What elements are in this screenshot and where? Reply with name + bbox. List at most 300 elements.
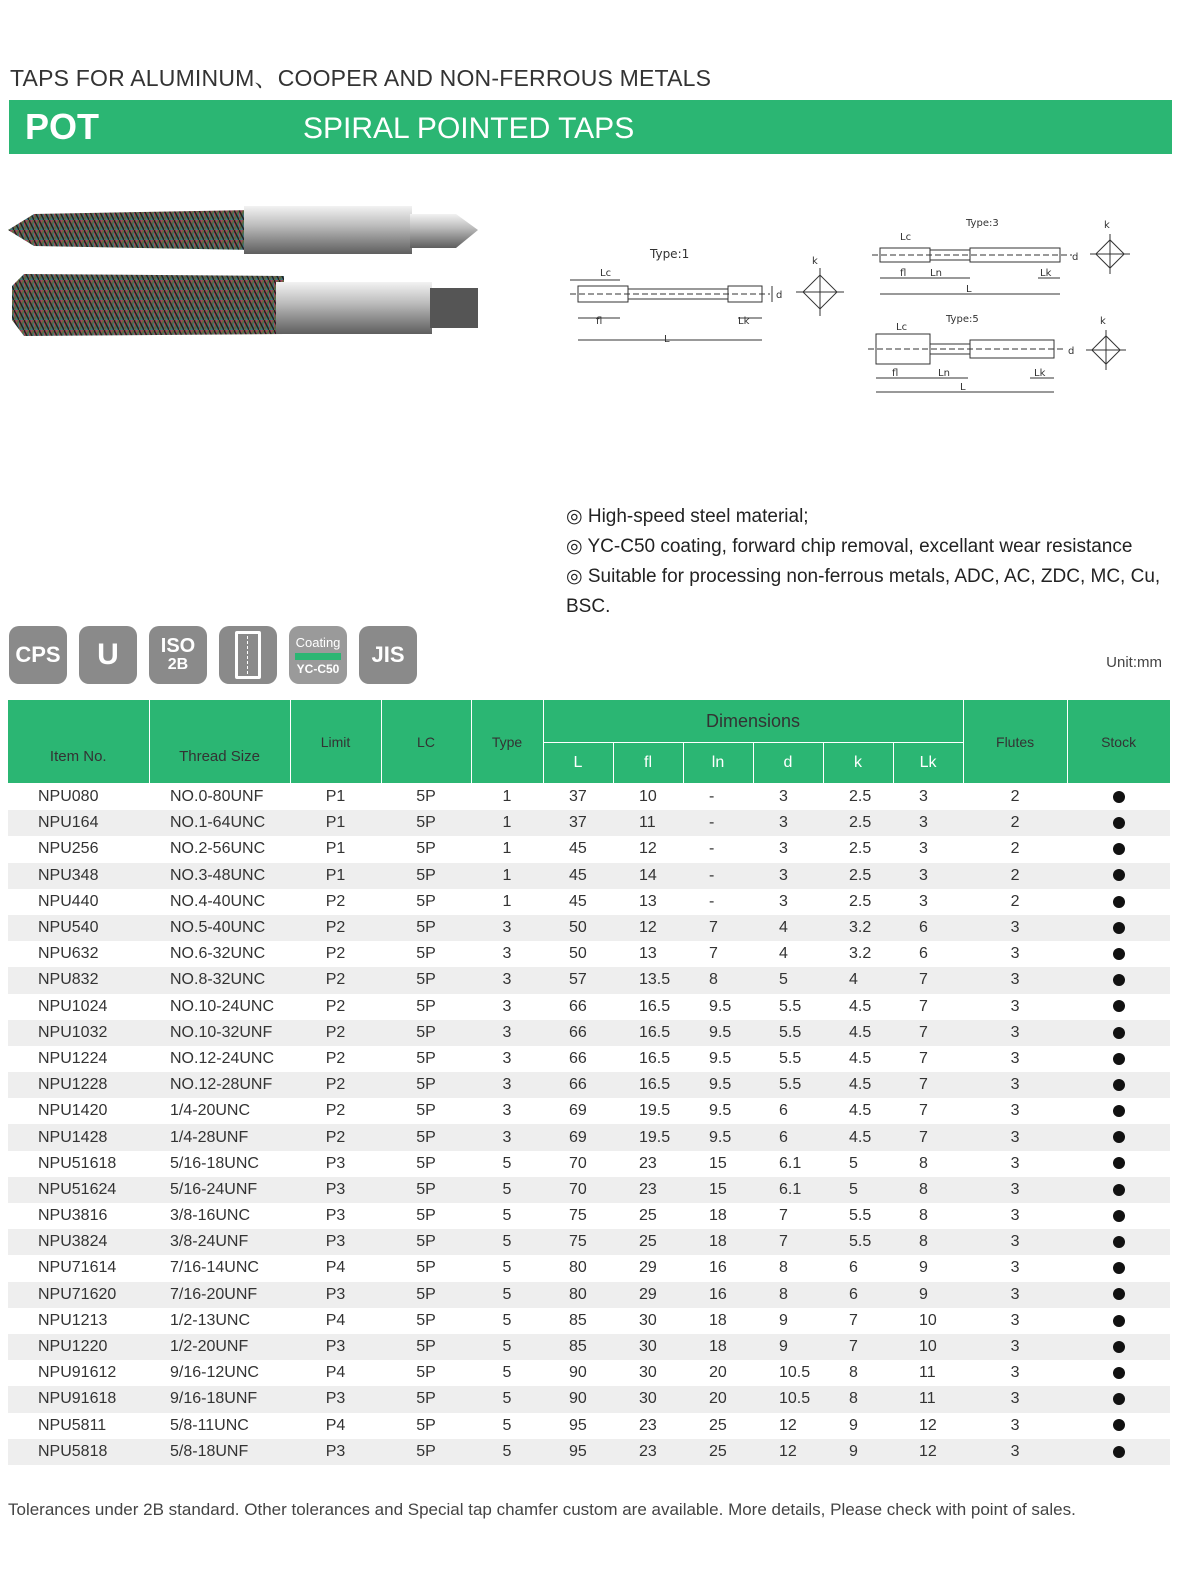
table-cell: 30 bbox=[613, 1386, 683, 1412]
table-cell: NPU632 bbox=[38, 945, 99, 963]
table-cell: 8 bbox=[823, 1386, 893, 1412]
in-stock-dot-icon bbox=[1113, 1184, 1125, 1196]
table-cell: 5 bbox=[502, 1154, 512, 1172]
table-cell: 57 bbox=[543, 967, 613, 993]
table-cell: NPU1220 bbox=[8, 1334, 149, 1360]
header-item-no: Item No. bbox=[8, 700, 149, 784]
table-cell: 3 bbox=[963, 1229, 1067, 1255]
table-cell: P2 bbox=[325, 945, 346, 963]
table-cell: 2.5 bbox=[849, 892, 872, 910]
table-cell: 5P bbox=[381, 1020, 471, 1046]
table-cell: P3 bbox=[325, 1207, 346, 1225]
in-stock-dot-icon bbox=[1113, 843, 1125, 855]
type3-ln: Ln bbox=[930, 268, 942, 279]
tap-drawings bbox=[560, 210, 1150, 410]
table-cell: 8 bbox=[849, 1364, 858, 1382]
table-row bbox=[8, 1308, 1170, 1334]
table-cell: 5P bbox=[381, 1334, 471, 1360]
stock-cell bbox=[1067, 863, 1170, 889]
table-cell: 7 bbox=[753, 1229, 823, 1255]
table-cell: 1 bbox=[471, 863, 543, 889]
table-cell: 5 bbox=[849, 1154, 858, 1172]
table-cell: NPU5811 bbox=[38, 1416, 107, 1434]
header-type: Type bbox=[471, 700, 543, 784]
stock-cell bbox=[1067, 1360, 1170, 1386]
table-cell: 3 bbox=[753, 863, 823, 889]
table-cell: P4 bbox=[325, 1259, 346, 1277]
table-row bbox=[8, 889, 1170, 915]
table-cell: 5P bbox=[381, 1386, 471, 1412]
table-cell: P2 bbox=[325, 997, 346, 1015]
header-L: L bbox=[543, 743, 613, 784]
table-cell: NPU51624 bbox=[8, 1177, 149, 1203]
table-cell: 80 bbox=[569, 1259, 587, 1277]
table-cell: 7/16-20UNF bbox=[149, 1282, 290, 1308]
table-row bbox=[8, 1334, 1170, 1360]
table-cell: 5P bbox=[416, 1154, 436, 1172]
table-cell: 3 bbox=[471, 1072, 543, 1098]
table-cell: 66 bbox=[543, 1020, 613, 1046]
stock-cell bbox=[1067, 1098, 1170, 1124]
table-cell: P3 bbox=[325, 1154, 346, 1172]
type1-lc: Lc bbox=[600, 268, 612, 279]
table-row bbox=[8, 915, 1170, 941]
table-cell: 5 bbox=[471, 1386, 543, 1412]
in-stock-dot-icon bbox=[1113, 922, 1125, 934]
table-cell: 11 bbox=[919, 1364, 936, 1382]
table-cell: 15 bbox=[683, 1177, 753, 1203]
type3-label: Type:3 bbox=[966, 218, 999, 229]
table-cell: 37 bbox=[543, 810, 613, 836]
table-cell: 5 bbox=[823, 1177, 893, 1203]
table-cell: 7 bbox=[893, 967, 963, 993]
feature-item: ◎ Suitable for processing non-ferrous metals, ADC, AC, ZDC, MC, Cu, BSC. bbox=[566, 566, 1161, 617]
table-cell: 5 bbox=[471, 1439, 543, 1465]
spec-badges bbox=[9, 626, 417, 684]
table-cell: 1/4-20UNC bbox=[170, 1102, 251, 1120]
table-cell: NPU256 bbox=[38, 840, 99, 858]
type5-l: L bbox=[960, 382, 966, 393]
table-row bbox=[8, 1413, 1170, 1439]
stock-cell bbox=[1067, 1020, 1170, 1046]
table-cell: 3/8-16UNC bbox=[170, 1207, 251, 1225]
table-cell: 16.5 bbox=[639, 1049, 671, 1067]
stock-cell bbox=[1067, 967, 1170, 993]
table-cell: 4.5 bbox=[823, 1020, 893, 1046]
table-cell: 2.5 bbox=[823, 810, 893, 836]
coating-badge: Coating YC-C50 bbox=[289, 626, 347, 684]
in-stock-dot-icon bbox=[1113, 1446, 1125, 1458]
table-cell: NO.5-40UNC bbox=[149, 915, 290, 941]
stock-cell bbox=[1067, 1334, 1170, 1360]
table-cell: 75 bbox=[569, 1207, 587, 1225]
table-cell: 4 bbox=[823, 967, 893, 993]
table-cell: 7 bbox=[823, 1334, 893, 1360]
table-cell: 90 bbox=[569, 1364, 587, 1382]
table-cell: 25 bbox=[613, 1229, 683, 1255]
table-cell: 6.1 bbox=[753, 1177, 823, 1203]
table-cell: 10 bbox=[639, 788, 657, 806]
table-cell: P3 bbox=[290, 1282, 381, 1308]
table-cell: 5.5 bbox=[849, 1207, 872, 1225]
table-cell: NPU91612 bbox=[38, 1364, 117, 1382]
table-cell: NPU540 bbox=[8, 915, 149, 941]
stock-cell bbox=[1067, 1413, 1170, 1439]
table-cell: 3/8-24UNF bbox=[149, 1229, 290, 1255]
table-cell: 4.5 bbox=[849, 1102, 872, 1120]
table-cell: NO.12-28UNF bbox=[149, 1072, 290, 1098]
table-cell: 16.5 bbox=[613, 1020, 683, 1046]
table-row bbox=[8, 1360, 1170, 1386]
table-cell: 3 bbox=[919, 892, 928, 910]
table-cell: 9.5 bbox=[709, 1049, 732, 1067]
stock-cell bbox=[1067, 1229, 1170, 1255]
stock-cell bbox=[1067, 915, 1170, 941]
table-cell: 7/16-14UNC bbox=[170, 1259, 259, 1277]
table-cell: NPU832 bbox=[8, 967, 149, 993]
table-row bbox=[8, 1229, 1170, 1255]
table-cell: NPU1428 bbox=[8, 1124, 149, 1150]
table-cell: 6 bbox=[919, 945, 928, 963]
table-cell: P1 bbox=[325, 840, 346, 858]
table-cell: NPU1024 bbox=[38, 997, 108, 1015]
table-cell: 9 bbox=[753, 1334, 823, 1360]
table-cell: 4 bbox=[753, 915, 823, 941]
table-cell: P2 bbox=[290, 1072, 381, 1098]
table-cell: 18 bbox=[683, 1229, 753, 1255]
table-cell: 12 bbox=[893, 1439, 963, 1465]
table-cell: 15 bbox=[709, 1154, 727, 1172]
table-cell: 3 bbox=[1010, 945, 1020, 963]
table-cell: 5P bbox=[416, 1102, 436, 1120]
table-cell: 10.5 bbox=[753, 1386, 823, 1412]
stock-cell bbox=[1067, 810, 1170, 836]
table-cell: 2 bbox=[1010, 840, 1020, 858]
table-cell: 95 bbox=[543, 1439, 613, 1465]
table-cell: 45 bbox=[569, 892, 587, 910]
header-ln: ln bbox=[683, 743, 753, 784]
header-stock: Stock bbox=[1067, 700, 1170, 784]
table-cell: 8 bbox=[919, 1207, 928, 1225]
in-stock-dot-icon bbox=[1113, 791, 1125, 803]
table-cell: 3 bbox=[963, 1020, 1067, 1046]
table-cell: 2.5 bbox=[849, 840, 872, 858]
table-cell: 5P bbox=[381, 1177, 471, 1203]
table-cell: 3 bbox=[502, 1049, 512, 1067]
table-cell: 8 bbox=[683, 967, 753, 993]
table-cell: 3 bbox=[502, 1102, 512, 1120]
type5-d: d bbox=[1068, 346, 1075, 357]
table-cell: 5.5 bbox=[753, 1072, 823, 1098]
in-stock-dot-icon bbox=[1113, 1105, 1125, 1117]
table-cell: 5P bbox=[381, 967, 471, 993]
table-cell: 9 bbox=[849, 1416, 858, 1434]
in-stock-dot-icon bbox=[1113, 869, 1125, 881]
table-cell: NPU91618 bbox=[8, 1386, 149, 1412]
table-cell: 3 bbox=[1010, 1154, 1020, 1172]
table-cell: 8 bbox=[919, 1154, 928, 1172]
table-row bbox=[8, 1072, 1170, 1098]
table-cell: 20 bbox=[709, 1364, 727, 1382]
table-cell: 3 bbox=[502, 945, 512, 963]
cps-badge: CPS bbox=[9, 626, 67, 684]
table-cell: 7 bbox=[893, 1020, 963, 1046]
unit-label: Unit:mm bbox=[1106, 654, 1162, 671]
type1-k: k bbox=[812, 256, 818, 267]
table-row bbox=[8, 836, 1170, 862]
table-cell: 3 bbox=[779, 840, 788, 858]
table-cell: 23 bbox=[613, 1177, 683, 1203]
table-cell: 23 bbox=[613, 1439, 683, 1465]
table-cell: 16.5 bbox=[639, 997, 671, 1015]
table-cell: 5P bbox=[416, 997, 436, 1015]
table-cell: NPU71620 bbox=[8, 1282, 149, 1308]
stock-cell bbox=[1067, 1439, 1170, 1465]
table-cell: 6 bbox=[823, 1282, 893, 1308]
stock-cell bbox=[1067, 889, 1170, 915]
stock-cell bbox=[1067, 836, 1170, 862]
header-lc: LC bbox=[381, 700, 471, 784]
table-cell: 3 bbox=[963, 1439, 1067, 1465]
table-cell: 3 bbox=[963, 1386, 1067, 1412]
table-cell: 5 bbox=[502, 1311, 512, 1329]
type5-label: Type:5 bbox=[946, 314, 979, 325]
table-cell: 7 bbox=[779, 1207, 788, 1225]
type5-lc: Lc bbox=[896, 322, 908, 333]
table-cell: P2 bbox=[290, 1124, 381, 1150]
table-cell: 12 bbox=[753, 1439, 823, 1465]
table-cell: 3 bbox=[893, 810, 963, 836]
header-lk: Lk bbox=[893, 743, 963, 784]
in-stock-dot-icon bbox=[1113, 974, 1125, 986]
table-cell: 5.5 bbox=[823, 1229, 893, 1255]
table-cell: 3 bbox=[963, 1334, 1067, 1360]
in-stock-dot-icon bbox=[1113, 1210, 1125, 1222]
table-cell: 3 bbox=[963, 1177, 1067, 1203]
table-cell: 9/16-12UNC bbox=[170, 1364, 259, 1382]
table-cell: P3 bbox=[290, 1439, 381, 1465]
straight-shank-icon bbox=[219, 626, 277, 684]
table-cell: 3 bbox=[1010, 1102, 1020, 1120]
stock-cell bbox=[1067, 1177, 1170, 1203]
table-row bbox=[8, 994, 1170, 1020]
table-cell: 6 bbox=[753, 1124, 823, 1150]
table-cell: 19.5 bbox=[639, 1102, 671, 1120]
footer-note: Tolerances under 2B standard. Other tolerances and Special tap chamfer custom are available. More details, Please check with point of sales. bbox=[8, 1500, 1076, 1519]
table-cell: 70 bbox=[569, 1154, 587, 1172]
table-cell: 13 bbox=[639, 945, 657, 963]
table-cell: 6 bbox=[893, 915, 963, 941]
header-d: d bbox=[753, 743, 823, 784]
type3-l: L bbox=[966, 284, 972, 295]
table-cell: 5/8-18UNF bbox=[149, 1439, 290, 1465]
table-row bbox=[8, 1151, 1170, 1177]
table-cell: NO.12-24UNC bbox=[170, 1049, 275, 1067]
header-thread-size: Thread Size bbox=[149, 700, 290, 784]
table-cell: 1/4-28UNF bbox=[149, 1124, 290, 1150]
table-cell: 5 bbox=[753, 967, 823, 993]
table-cell: 16 bbox=[709, 1259, 727, 1277]
type1-fl: fl bbox=[596, 316, 603, 327]
table-cell: 9.5 bbox=[683, 1072, 753, 1098]
table-cell: 10.5 bbox=[779, 1364, 811, 1382]
table-cell: 6.1 bbox=[779, 1154, 802, 1172]
table-cell: 5/16-24UNF bbox=[149, 1177, 290, 1203]
table-cell: - bbox=[709, 840, 715, 858]
table-cell: NO.1-64UNC bbox=[149, 810, 290, 836]
table-cell: 5.5 bbox=[779, 997, 802, 1015]
table-row bbox=[8, 1203, 1170, 1229]
table-cell: 5P bbox=[416, 1364, 436, 1382]
in-stock-dot-icon bbox=[1113, 1367, 1125, 1379]
catalog-title: TAPS FOR ALUMINUM、COOPER AND NON-FERROUS METALS bbox=[10, 65, 712, 91]
feature-list bbox=[566, 502, 1171, 622]
stock-cell bbox=[1067, 1124, 1170, 1150]
table-cell: 3 bbox=[919, 788, 928, 806]
stock-cell bbox=[1067, 1072, 1170, 1098]
in-stock-dot-icon bbox=[1113, 1079, 1125, 1091]
table-cell: 3 bbox=[963, 1282, 1067, 1308]
table-cell: NO.10-32UNF bbox=[149, 1020, 290, 1046]
table-cell: 9/16-18UNF bbox=[149, 1386, 290, 1412]
header-limit: Limit bbox=[290, 700, 381, 784]
table-cell: 18 bbox=[683, 1334, 753, 1360]
spec-table bbox=[8, 700, 1171, 1465]
table-cell: 1 bbox=[502, 840, 512, 858]
table-cell: 80 bbox=[543, 1282, 613, 1308]
table-cell: P2 bbox=[290, 1020, 381, 1046]
header-fl: fl bbox=[613, 743, 683, 784]
table-cell: 50 bbox=[569, 945, 587, 963]
table-cell: 45 bbox=[543, 863, 613, 889]
stock-cell bbox=[1067, 1282, 1170, 1308]
table-cell: 5P bbox=[381, 1229, 471, 1255]
series-code: POT bbox=[25, 106, 100, 147]
table-cell: 3 bbox=[1010, 1049, 1020, 1067]
table-cell: 7 bbox=[919, 1049, 928, 1067]
table-cell: 69 bbox=[569, 1102, 587, 1120]
table-cell: 12 bbox=[639, 840, 657, 858]
table-cell: NPU164 bbox=[8, 810, 149, 836]
table-cell: 5P bbox=[416, 1207, 436, 1225]
table-cell: 9 bbox=[893, 1282, 963, 1308]
type5-k: k bbox=[1100, 316, 1106, 327]
table-cell: 3 bbox=[779, 892, 788, 910]
table-cell: P2 bbox=[290, 967, 381, 993]
table-cell: 3 bbox=[471, 967, 543, 993]
table-cell: 5P bbox=[381, 915, 471, 941]
table-cell: 9.5 bbox=[709, 1102, 732, 1120]
table-cell: 11 bbox=[613, 810, 683, 836]
table-cell: 3 bbox=[1010, 1311, 1020, 1329]
table-cell: 9.5 bbox=[683, 1020, 753, 1046]
table-cell: 5P bbox=[416, 1259, 436, 1277]
table-cell: 2 bbox=[1010, 892, 1020, 910]
table-row bbox=[8, 941, 1170, 967]
table-cell: NPU1224 bbox=[38, 1049, 108, 1067]
feature-item: ◎ High-speed steel material; bbox=[566, 506, 809, 527]
table-cell: 23 bbox=[639, 1154, 657, 1172]
table-cell: 12 bbox=[613, 915, 683, 941]
table-cell: 2.5 bbox=[849, 788, 872, 806]
table-row bbox=[8, 810, 1170, 836]
table-cell: NO.0-80UNF bbox=[170, 788, 264, 806]
table-cell: NO.4-40UNC bbox=[170, 892, 266, 910]
table-cell: 85 bbox=[543, 1334, 613, 1360]
table-cell: 3 bbox=[963, 967, 1067, 993]
table-cell: P4 bbox=[325, 1364, 346, 1382]
in-stock-dot-icon bbox=[1113, 817, 1125, 829]
table-cell: 13.5 bbox=[613, 967, 683, 993]
table-cell: 3.2 bbox=[849, 945, 872, 963]
spec-table-body bbox=[8, 784, 1170, 1465]
table-cell: 3 bbox=[753, 810, 823, 836]
in-stock-dot-icon bbox=[1113, 1053, 1125, 1065]
table-cell: 3 bbox=[963, 915, 1067, 941]
table-row bbox=[8, 1020, 1170, 1046]
table-cell: P2 bbox=[325, 892, 346, 910]
table-cell: 6 bbox=[849, 1259, 858, 1277]
table-cell: 12 bbox=[919, 1416, 937, 1434]
table-cell: 1 bbox=[471, 810, 543, 836]
in-stock-dot-icon bbox=[1113, 1288, 1125, 1300]
in-stock-dot-icon bbox=[1113, 1262, 1125, 1274]
table-cell: 9.5 bbox=[683, 1124, 753, 1150]
type3-lc: Lc bbox=[900, 232, 912, 243]
table-cell: 5P bbox=[416, 892, 436, 910]
table-cell: 16 bbox=[683, 1282, 753, 1308]
table-cell: 3 bbox=[919, 840, 928, 858]
table-cell: - bbox=[683, 863, 753, 889]
table-cell: 29 bbox=[613, 1282, 683, 1308]
in-stock-dot-icon bbox=[1113, 1315, 1125, 1327]
table-cell: 3 bbox=[1010, 1207, 1020, 1225]
table-cell: NPU71614 bbox=[38, 1259, 117, 1277]
feature-item: ◎ YC-C50 coating, forward chip removal, excellant wear resistance bbox=[566, 536, 1133, 557]
table-cell: 3 bbox=[893, 863, 963, 889]
table-cell: 23 bbox=[639, 1416, 657, 1434]
table-cell: 9.5 bbox=[709, 997, 732, 1015]
table-cell: NPU1213 bbox=[38, 1311, 108, 1329]
table-row bbox=[8, 1439, 1170, 1465]
table-cell: 7 bbox=[849, 1311, 858, 1329]
stock-cell bbox=[1067, 784, 1170, 811]
table-cell: 18 bbox=[709, 1311, 727, 1329]
table-cell: P4 bbox=[325, 1311, 346, 1329]
table-cell: 11 bbox=[893, 1386, 963, 1412]
table-cell: 5 bbox=[502, 1416, 512, 1434]
type3-d: d bbox=[1072, 252, 1079, 263]
table-cell: 3.2 bbox=[823, 915, 893, 941]
table-cell: 4.5 bbox=[823, 1124, 893, 1150]
table-cell: 2 bbox=[1010, 788, 1020, 806]
table-row bbox=[8, 1124, 1170, 1150]
u-badge: U bbox=[79, 626, 137, 684]
table-cell: 14 bbox=[613, 863, 683, 889]
in-stock-dot-icon bbox=[1113, 1393, 1125, 1405]
table-cell: 3 bbox=[471, 1124, 543, 1150]
stock-cell bbox=[1067, 1046, 1170, 1072]
table-cell: 10 bbox=[919, 1311, 937, 1329]
table-cell: 4.5 bbox=[823, 1072, 893, 1098]
table-cell: NPU5818 bbox=[8, 1439, 149, 1465]
table-row bbox=[8, 1046, 1170, 1072]
type1-lk: Lk bbox=[738, 316, 750, 327]
type1-d: d bbox=[776, 290, 783, 301]
table-cell: 5P bbox=[381, 1439, 471, 1465]
table-cell: P2 bbox=[290, 915, 381, 941]
table-cell: 5.5 bbox=[779, 1049, 802, 1067]
